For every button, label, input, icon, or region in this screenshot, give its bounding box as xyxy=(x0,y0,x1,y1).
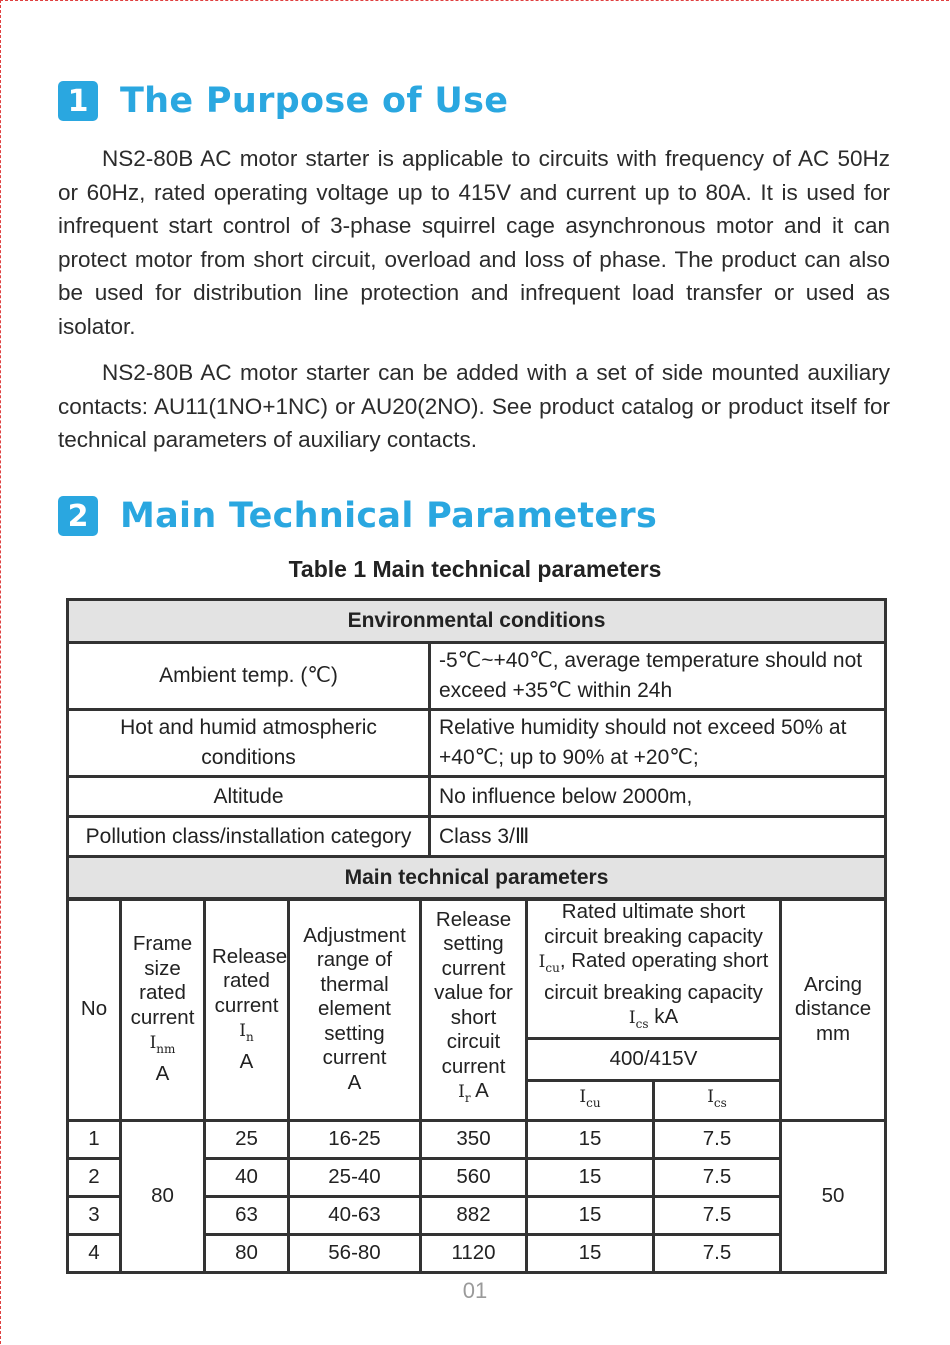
cell-icu: 15 xyxy=(527,1158,654,1196)
col-setting-label: Release setting current value for short circuit current xyxy=(434,907,513,1078)
col-frame-subscript: nm xyxy=(156,1042,176,1057)
col-release-rated xyxy=(205,899,289,1121)
env-value: Class 3/Ⅲ xyxy=(430,817,886,857)
col-frame-size xyxy=(121,899,205,1121)
paragraph: NS2-80B AC motor starter is applicable to circuits with frequency of AC 50Hz or 60Hz, rated operating voltage up to 415V and current up to 80A. It is used for infrequent start control of 3-phase squirrel cage asynchronous motor and it can protect motor from short circuit, overload and loss of phase. The product can also be used for distribution line protection and infrequent load transfer or used as isolator. xyxy=(58,146,890,339)
section-number-badge: 2 xyxy=(58,496,98,536)
col-setting-unit: A xyxy=(475,1079,489,1103)
environmental-conditions-table xyxy=(66,598,887,901)
table-row xyxy=(68,710,886,777)
col-capacity xyxy=(527,899,781,1039)
env-value: -5℃~+40℃, average temperature should not exceed +35℃ within 24h xyxy=(430,643,886,710)
section-title: Main Technical Parameters xyxy=(120,496,658,536)
table-caption: Table 1 Main technical parameters xyxy=(288,556,662,582)
env-label: Hot and humid atmospheric conditions xyxy=(68,710,430,777)
cell-arcing: 50 xyxy=(781,1120,886,1272)
col-capacity-subscript-2: cs xyxy=(635,1017,649,1032)
env-header: Environmental conditions xyxy=(68,600,886,643)
table-row xyxy=(68,777,886,817)
env-value: No influence below 2000m, xyxy=(430,777,886,817)
ics-symbol: I xyxy=(707,1087,714,1108)
col-adjust-label: Adjustment range of thermal element setting current xyxy=(303,923,406,1070)
cell-ics: 7.5 xyxy=(654,1234,781,1272)
cell-icu: 15 xyxy=(527,1234,654,1272)
col-release-label: Release rated current xyxy=(212,944,288,1017)
cell-icu: 15 xyxy=(527,1196,654,1234)
page-number: 01 xyxy=(462,1278,488,1303)
cell-adjust: 25-40 xyxy=(289,1158,421,1196)
cell-ics: 7.5 xyxy=(654,1196,781,1234)
col-setting-subscript: r xyxy=(464,1091,471,1106)
col-release-symbol: I xyxy=(239,1021,246,1042)
col-ics xyxy=(654,1080,781,1120)
cell-adjust: 16-25 xyxy=(289,1120,421,1158)
ics-subscript: cs xyxy=(713,1096,727,1111)
cell-setting: 1120 xyxy=(421,1234,527,1272)
col-voltage: 400/415V xyxy=(527,1038,781,1080)
col-icu xyxy=(527,1080,654,1120)
col-arcing: Arcing distance mm xyxy=(781,899,886,1121)
col-capacity-unit: kA xyxy=(654,1005,679,1029)
cell-ics: 7.5 xyxy=(654,1120,781,1158)
cell-setting: 350 xyxy=(421,1120,527,1158)
col-capacity-subscript-1: cu xyxy=(545,961,560,976)
cell-no: 3 xyxy=(68,1196,121,1234)
col-frame-label: Frame size rated current xyxy=(130,932,195,1029)
col-adjust-unit: A xyxy=(347,1070,362,1094)
cell-setting: 560 xyxy=(421,1158,527,1196)
section-1-heading xyxy=(58,81,508,121)
section-title: The Purpose of Use xyxy=(120,81,509,121)
cell-icu: 15 xyxy=(527,1120,654,1158)
col-no: No xyxy=(68,899,121,1121)
table-row xyxy=(68,1120,886,1158)
tech-header: Main technical parameters xyxy=(68,857,886,900)
technical-parameters-table xyxy=(66,897,887,1274)
col-release-setting xyxy=(421,899,527,1121)
cell-setting: 882 xyxy=(421,1196,527,1234)
col-capacity-label-2: , Rated operating short circuit breaking capacity xyxy=(544,949,769,1004)
paragraph: NS2-80B AC motor starter can be added with a set of side mounted auxiliary contacts: AU11(1NO+1NC) or AU20(2NO). See product catalog or product itself for technical parameters of auxiliary contacts. xyxy=(58,360,890,452)
cell-no: 1 xyxy=(68,1120,121,1158)
cell-ics: 7.5 xyxy=(654,1158,781,1196)
col-capacity-symbol-2: I xyxy=(628,1008,636,1029)
cell-release: 80 xyxy=(205,1234,289,1272)
col-frame-unit: A xyxy=(155,1061,170,1085)
col-release-unit: A xyxy=(239,1049,254,1073)
icu-subscript: cu xyxy=(586,1096,601,1111)
col-release-subscript: n xyxy=(245,1030,254,1045)
cell-frame-size: 80 xyxy=(121,1120,205,1272)
table-row xyxy=(68,817,886,857)
icu-symbol: I xyxy=(579,1087,587,1108)
col-setting-symbol: I xyxy=(458,1082,465,1103)
env-label: Pollution class/installation category xyxy=(68,817,430,857)
col-capacity-label-1: Rated ultimate short circuit breaking capacity xyxy=(544,900,763,948)
cell-release: 40 xyxy=(205,1158,289,1196)
cell-release: 25 xyxy=(205,1120,289,1158)
cell-adjust: 56-80 xyxy=(289,1234,421,1272)
table-row xyxy=(68,643,886,710)
env-value: Relative humidity should not exceed 50% at +40℃; up to 90% at +20℃; xyxy=(430,710,886,777)
section-2-heading xyxy=(58,496,657,536)
env-label: Ambient temp. (℃) xyxy=(68,643,430,710)
cell-no: 4 xyxy=(68,1234,121,1272)
env-label: Altitude xyxy=(68,777,430,817)
col-adjustment xyxy=(289,899,421,1121)
cell-no: 2 xyxy=(68,1158,121,1196)
col-frame-symbol: I xyxy=(149,1033,157,1054)
cell-release: 63 xyxy=(205,1196,289,1234)
col-capacity-symbol-1: I xyxy=(538,952,546,972)
section-number-badge: 1 xyxy=(58,81,98,121)
cell-adjust: 40-63 xyxy=(289,1196,421,1234)
